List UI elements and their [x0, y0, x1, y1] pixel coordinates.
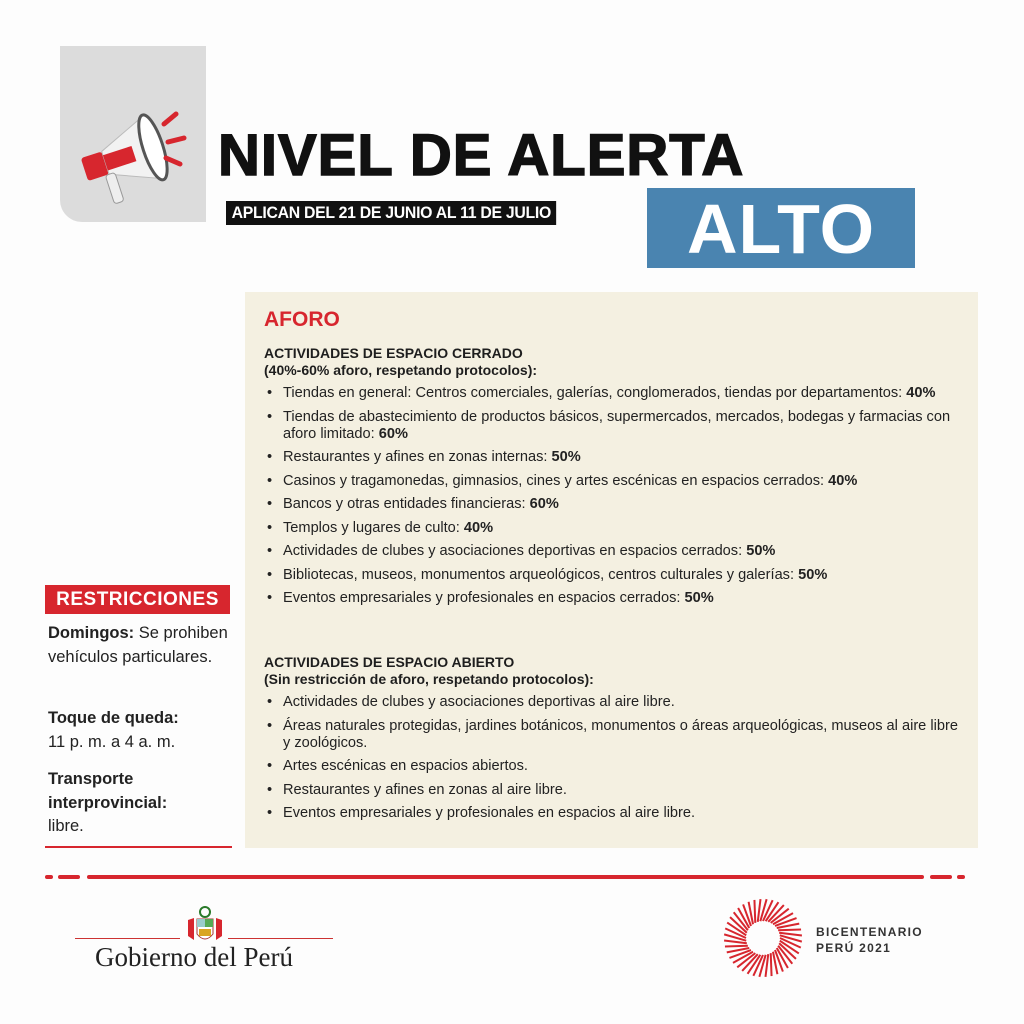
closed-activity-item	[264, 449, 964, 466]
capacity-value: 50%	[746, 543, 776, 559]
restriction-text: libre.	[48, 817, 84, 835]
capacity-value: 40%	[463, 519, 494, 536]
capacity-value: 50%	[798, 566, 828, 583]
sun-ray	[778, 929, 801, 930]
sun-ray	[725, 946, 748, 947]
activity-text: Restaurantes y afines en zonas internas:	[283, 449, 552, 465]
restriction-text: 11 p. m. a 4 a. m.	[48, 732, 176, 751]
activity-text: Actividades de clubes y asociaciones deportivas en espacios cerrados:	[283, 543, 747, 559]
alert-level-badge: ALTO	[647, 188, 915, 268]
open-subheading: (Sin restricción de aforo, respetando protocolos):	[264, 671, 594, 687]
closed-activity-item	[264, 567, 964, 584]
capacity-value: 60%	[529, 496, 559, 512]
restriction-transporte	[48, 768, 198, 839]
divider	[957, 875, 965, 879]
gobierno-logo-text: Gobierno del Perú	[95, 942, 293, 972]
closed-activity-item	[264, 473, 964, 490]
closed-spaces-section	[264, 345, 964, 614]
divider	[45, 846, 232, 848]
alert-title: NIVEL DE ALERTA	[218, 123, 745, 188]
activity-text: Tiendas de abastecimiento de productos básicos, supermercados, mercados, bodegas y farmacias con aforo limitado:	[283, 408, 951, 442]
closed-activity-item	[264, 409, 964, 443]
restriction-toque	[48, 707, 238, 754]
restriction-domingos	[48, 622, 238, 669]
restricciones-title: RESTRICCIONES	[45, 585, 230, 614]
logo-line	[228, 938, 333, 939]
date-range-tag: APLICAN DEL 21 DE JUNIO AL 11 DE JULIO	[226, 201, 557, 225]
capacity-value: 40%	[828, 472, 858, 489]
restriction-label: Toque de queda:	[48, 709, 179, 727]
logo-line	[75, 938, 180, 939]
open-spaces-section	[264, 654, 964, 829]
open-list	[264, 694, 964, 822]
closed-list	[264, 385, 964, 607]
sun-ray	[771, 953, 772, 976]
sun-ray	[779, 933, 802, 936]
open-activity-item: • Áreas naturales protegidas, jardines botánicos, monumentos o áreas arqueológicas, museos al aire libre y zoológicos.	[264, 718, 964, 752]
bicentenario-text	[816, 924, 923, 956]
closed-activity-item	[264, 590, 964, 607]
closed-activity-item	[264, 496, 964, 513]
open-activity-item: • Eventos empresariales y profesionales en espacios al aire libre.	[264, 805, 964, 822]
divider	[87, 875, 924, 879]
activity-text: Templos y lugares de culto:	[283, 519, 464, 536]
megaphone-tile	[60, 46, 206, 222]
open-activity-item: • Actividades de clubes y asociaciones deportivas al aire libre.	[264, 694, 964, 711]
closed-activity-item	[264, 543, 964, 560]
sun-ray	[724, 941, 747, 944]
aforo-title: AFORO	[264, 308, 340, 331]
open-activity-item: • Restaurantes y afines en zonas al aire libre.	[264, 782, 964, 799]
open-heading: ACTIVIDADES DE ESPACIO ABIERTO	[264, 654, 515, 670]
activity-text: Tiendas en general: Centros comerciales, galerías, conglomerados, tiendas por departamentos:	[283, 385, 907, 401]
activity-text: Eventos empresariales y profesionales en espacios cerrados:	[283, 590, 685, 606]
closed-activity-item	[264, 520, 964, 537]
divider	[45, 875, 53, 879]
sun-ray	[758, 899, 761, 922]
activity-text: Bibliotecas, museos, monumentos arqueológicos, centros culturales y galerías:	[283, 566, 799, 583]
restriction-text: Se prohiben vehículos particulares.	[48, 624, 228, 666]
closed-subheading: (40%-60% aforo, respetando protocolos):	[264, 362, 538, 378]
capacity-value: 40%	[906, 385, 936, 401]
bicentenario-logo-icon	[722, 897, 804, 979]
sun-ray	[766, 954, 769, 977]
restriction-label: Domingos:	[48, 624, 135, 642]
open-activity-item: • Artes escénicas en espacios abiertos.	[264, 758, 964, 775]
restriction-label: Transporte interprovincial:	[48, 770, 168, 812]
activity-text: Bancos y otras entidades financieras:	[283, 496, 530, 512]
sun-ray	[754, 900, 755, 923]
capacity-value: 50%	[684, 590, 714, 606]
capacity-value: 50%	[551, 449, 581, 465]
megaphone-icon	[60, 46, 206, 222]
activity-text: Casinos y tragamonedas, gimnasios, cines y artes escénicas en espacios cerrados:	[283, 472, 829, 489]
capacity-value: 60%	[378, 425, 408, 442]
bicentenario-line2: PERÚ 2021	[816, 941, 892, 955]
closed-activity-item	[264, 385, 964, 402]
divider	[930, 875, 952, 879]
divider	[58, 875, 80, 879]
bicentenario-line1: BICENTENARIO	[816, 925, 923, 939]
closed-heading: ACTIVIDADES DE ESPACIO CERRADO	[264, 345, 523, 361]
